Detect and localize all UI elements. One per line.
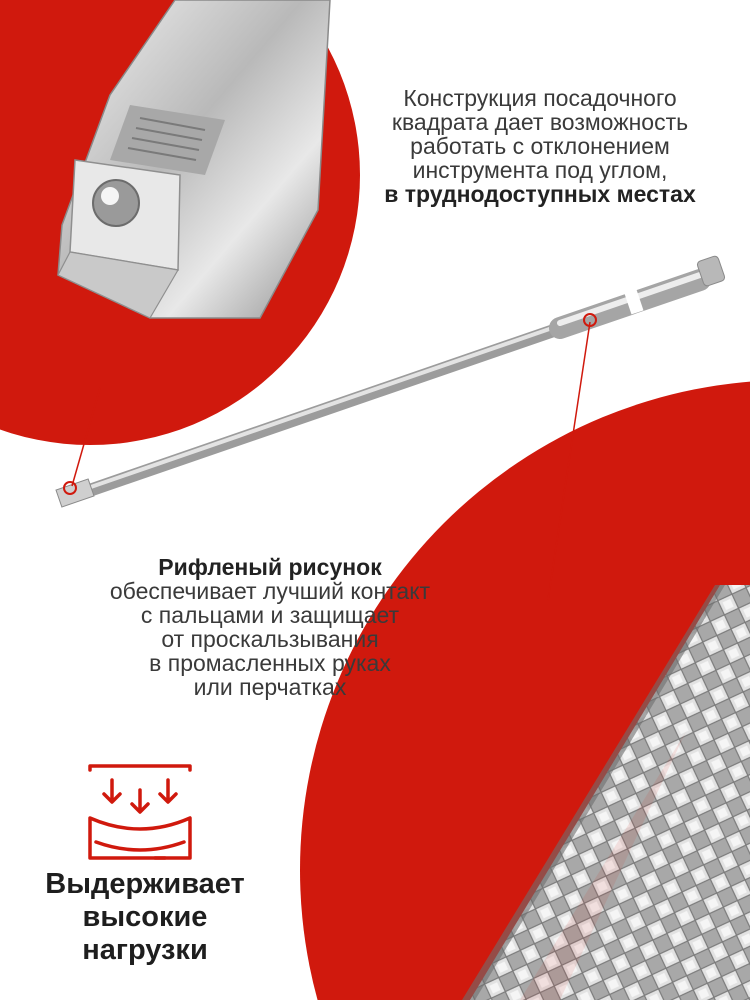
callout-knurling-line-2: с пальцами и защищает xyxy=(140,602,400,628)
callout-square-drive-highlight: в труднодоступных местах xyxy=(384,181,696,207)
callout-square-drive-line-3: работать с отклонением xyxy=(410,133,670,159)
feature-line-1: Выдерживает xyxy=(45,868,245,900)
callout-square-drive-line-2: квадрата дает возможность xyxy=(391,109,689,135)
callout-square-drive xyxy=(360,86,720,206)
callout-square-drive-line-1: Конструкция посадочного xyxy=(403,85,677,111)
feature-line-3: нагрузки xyxy=(82,934,208,966)
load-press-icon xyxy=(90,766,190,858)
feature-load-capacity xyxy=(20,868,270,967)
feature-line-2: высокие xyxy=(82,901,208,933)
callout-knurling-line-3: от проскальзывания xyxy=(161,626,379,652)
callout-knurling-line-1: обеспечивает лучший контакт xyxy=(109,578,431,604)
callout-knurling-line-5: или перчатках xyxy=(193,674,347,700)
callout-square-drive-line-4: инструмента под углом, xyxy=(412,157,668,183)
callout-knurling-line-4: в промасленных руках xyxy=(149,650,391,676)
callout-knurling-heading: Рифленый рисунок xyxy=(158,554,382,580)
callout-knurling xyxy=(60,555,480,699)
